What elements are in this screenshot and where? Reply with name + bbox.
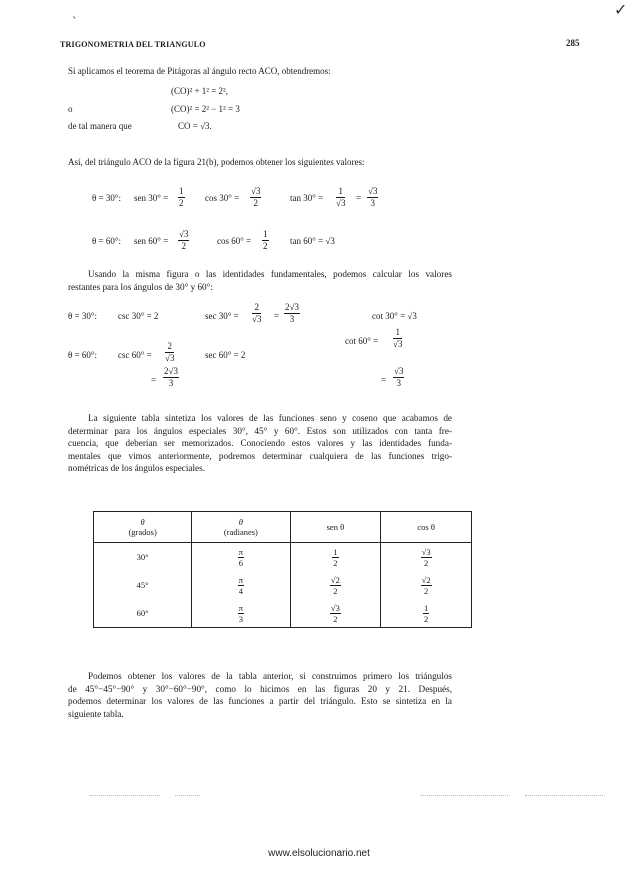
page-number: 285 <box>566 38 580 48</box>
sec30-fraction-2: $\frac{2√3}{3}$ <box>285 302 299 324</box>
table-row <box>94 571 472 599</box>
word-de-tal-manera: de tal manera que <box>68 121 132 131</box>
cell-degrees: 45° <box>94 571 192 599</box>
cell-degrees: 60° <box>94 599 192 628</box>
cell-radians: $\frac{\pi}{4}$ <box>192 571 290 599</box>
csc60-label: csc 60° = <box>118 350 152 360</box>
tan30-equals: = <box>356 193 362 203</box>
theta-60-label: θ = 60°: <box>92 236 121 246</box>
intro-line: Si aplicamos el teorema de Pitágoras al ángulo recto ACO, obtendremos: <box>68 66 331 76</box>
csc30-value: csc 30° = 2 <box>118 311 159 321</box>
tan30-fraction-1: $\frac{1}{√3}$ <box>336 186 346 208</box>
header-cos: cos θ <box>381 512 472 543</box>
cell-radians: $\frac{\pi}{6}$ <box>192 543 290 572</box>
tan30-label: tan 30° = <box>290 193 324 203</box>
cell-sen: $\frac{1}{2}$ <box>290 543 381 572</box>
check-mark-icon: ✓ <box>614 0 628 19</box>
cell-cos: $\frac{√3}{2}$ <box>381 543 472 572</box>
paragraph-identidades: Usando la misma figura o las identidades fundamentales, podemos calcular los valores restantes para los ángulos de 30° y 60°: <box>68 269 452 292</box>
csc60-fraction-1: $\frac{2}{√3}$ <box>165 341 175 363</box>
scan-mark-icon: ˎ <box>72 6 78 19</box>
cell-degrees: 30° <box>94 543 192 572</box>
csc60-fraction-2: $\frac{2√3}{3}$ <box>164 366 178 388</box>
csc60-equals: = <box>151 375 157 385</box>
tan60-value: tan 60° = √3 <box>290 236 335 246</box>
cot30-value: cot 30° = √3 <box>372 311 417 321</box>
scan-artifact-line <box>525 795 605 796</box>
table-row <box>94 599 472 628</box>
table-header-row <box>94 512 472 543</box>
sen30-fraction: $\frac{1}{2}$ <box>179 186 184 208</box>
word-o: o <box>68 104 73 114</box>
cell-sen: $\frac{√2}{2}$ <box>290 571 381 599</box>
paragraph-tabla: La siguiente tabla sintetiza los valores de las funciones seno y coseno que acabamos de determinar para los ángulos especiales 30°, 45° y 60°. Estos son utilizados con tanta fre- cuencia, que deberían ser memorizados. Conociendo estos valores y las identidades funda- mentales que vimos anteriormente, podremos determinar cualquiera de las funciones trigo- nométricas de los ángulos especiales. <box>68 413 452 473</box>
paragraph-triangulos: Podemos obtener los valores de la tabla anterior, si construimos primero los triángulos de 45°−45°−90° y 30°−60°−90°, como lo hicimos en las figuras 20 y 21. Después, podemos determinar los valores de las funciones a partir del triángulo. Esto se sintetiza en la siguiente tabla. <box>68 671 452 719</box>
sen60-label: sen 60° = <box>134 236 169 246</box>
header-sen: sen θ <box>290 512 381 543</box>
equation-1: (CO)² + 1² = 2², <box>171 86 228 96</box>
cot60-equals: = <box>381 375 387 385</box>
header-degrees: θ (grados) <box>94 512 192 543</box>
cell-sen: $\frac{√3}{2}$ <box>290 599 381 628</box>
cot60-fraction-2: $\frac{√3}{3}$ <box>394 366 404 388</box>
sec30-equals: = <box>274 311 280 321</box>
scan-artifact-line <box>420 795 510 796</box>
values-intro: Así, del triángulo ACO de la figura 21(b), podemos obtener los siguientes valores: <box>68 157 365 167</box>
tan30-fraction-2: $\frac{√3}{3}$ <box>368 186 378 208</box>
theta-30-label: θ = 30°: <box>92 193 121 203</box>
scan-artifact-line <box>175 795 200 796</box>
cos30-label: cos 30° = <box>205 193 240 203</box>
table-row <box>94 543 472 572</box>
sen60-fraction: $\frac{√3}{2}$ <box>179 229 189 251</box>
footer-url[interactable]: www.elsolucionario.net <box>268 848 370 859</box>
scan-artifact-line <box>90 795 160 796</box>
cot60-fraction-1: $\frac{1}{√3}$ <box>393 327 403 349</box>
sen30-label: sen 30° = <box>134 193 169 203</box>
recip-theta-60: θ = 60°: <box>68 350 97 360</box>
cell-cos: $\frac{1}{2}$ <box>381 599 472 628</box>
sec30-fraction-1: $\frac{2}{√3}$ <box>252 302 262 324</box>
cot60-label: cot 60° = <box>345 336 379 346</box>
cos60-label: cos 60° = <box>217 236 252 246</box>
recip-theta-30: θ = 30°: <box>68 311 97 321</box>
special-angles-table <box>93 511 472 628</box>
cos30-fraction: $\frac{√3}{2}$ <box>251 186 261 208</box>
sec30-label: sec 30° = <box>205 311 239 321</box>
cell-cos: $\frac{√2}{2}$ <box>381 571 472 599</box>
equation-2: (CO)² = 2² − 1² = 3 <box>171 104 240 114</box>
running-header: TRIGONOMETRIA DEL TRIANGULO <box>60 40 206 49</box>
equation-3: CO = √3. <box>178 121 212 131</box>
cell-radians: $\frac{\pi}{3}$ <box>192 599 290 628</box>
header-radians: θ (radianes) <box>192 512 290 543</box>
sec60-value: sec 60° = 2 <box>205 350 246 360</box>
cos60-fraction: $\frac{1}{2}$ <box>263 229 268 251</box>
